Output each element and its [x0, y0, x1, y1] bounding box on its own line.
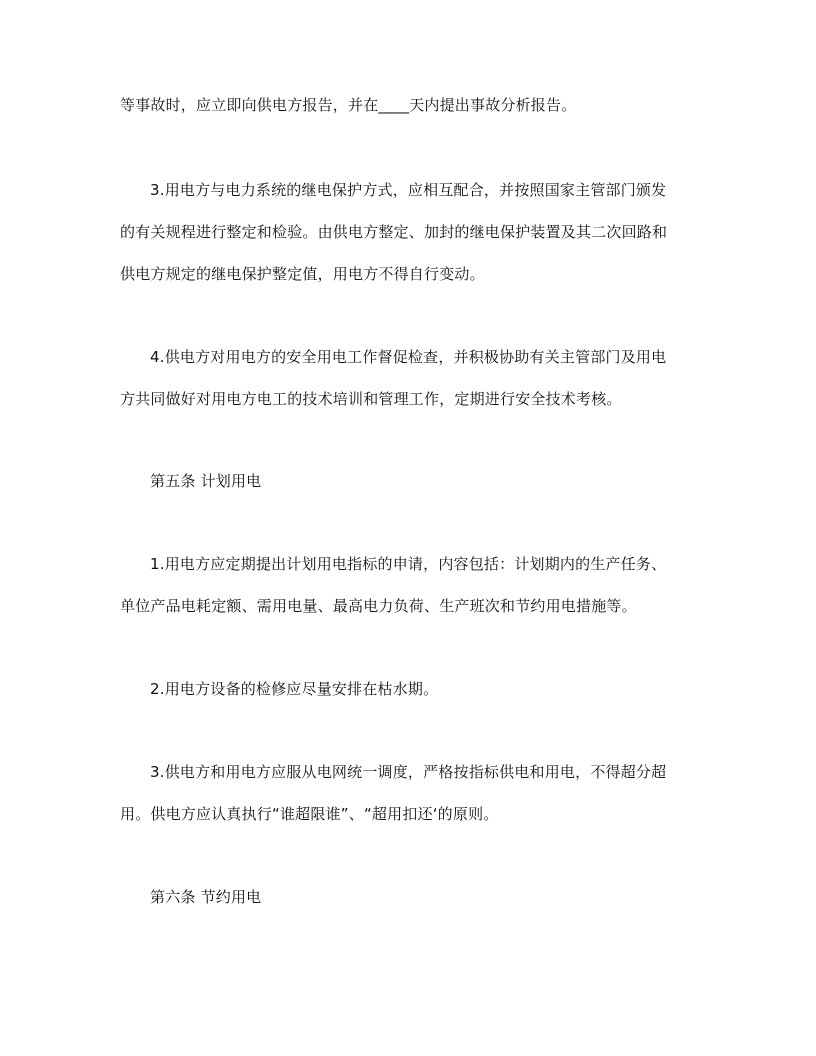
paragraph-line-accident-report: 等事故时，应立即向供电方报告，并在____天内提出事故分析报告。 [120, 96, 577, 114]
section-heading-energy-saving: 第六条 节约用电 [150, 888, 262, 906]
paragraph-line-relay-protection-3: 供电方规定的继电保护整定值，用电方不得自行变动。 [120, 265, 485, 283]
section-heading-planned-electricity: 第五条 计划用电 [150, 472, 262, 490]
paragraph-line-maintenance: 2.用电方设备的检修应尽量安排在枯水期。 [150, 680, 439, 698]
paragraph-line-dispatch-1: 3.供电方和用电方应服从电网统一调度，严格按指标供电和用电，不得超分超 [150, 763, 667, 781]
paragraph-line-relay-protection-2: 的有关规程进行整定和检验。由供电方整定、加封的继电保护装置及其二次回路和 [120, 223, 668, 241]
paragraph-line-plan-application-2: 单位产品电耗定额、需用电量、最高电力负荷、生产班次和节约用电措施等。 [120, 597, 637, 615]
paragraph-line-safety-check-1: 4.供电方对用电方的安全用电工作督促检查，并积极协助有关主管部门及用电 [150, 348, 667, 366]
paragraph-line-dispatch-2: 用。供电方应认真执行“谁超限谁”、“超用扣还‘的原则。 [120, 805, 499, 823]
paragraph-line-plan-application-1: 1.用电方应定期提出计划用电指标的申请，内容包括：计划期内的生产任务、 [150, 555, 667, 573]
paragraph-line-safety-check-2: 方共同做好对用电方电工的技术培训和管理工作，定期进行安全技术考核。 [120, 390, 622, 408]
paragraph-line-relay-protection-1: 3.用电方与电力系统的继电保护方式，应相互配合，并按照国家主管部门颁发 [150, 181, 667, 199]
